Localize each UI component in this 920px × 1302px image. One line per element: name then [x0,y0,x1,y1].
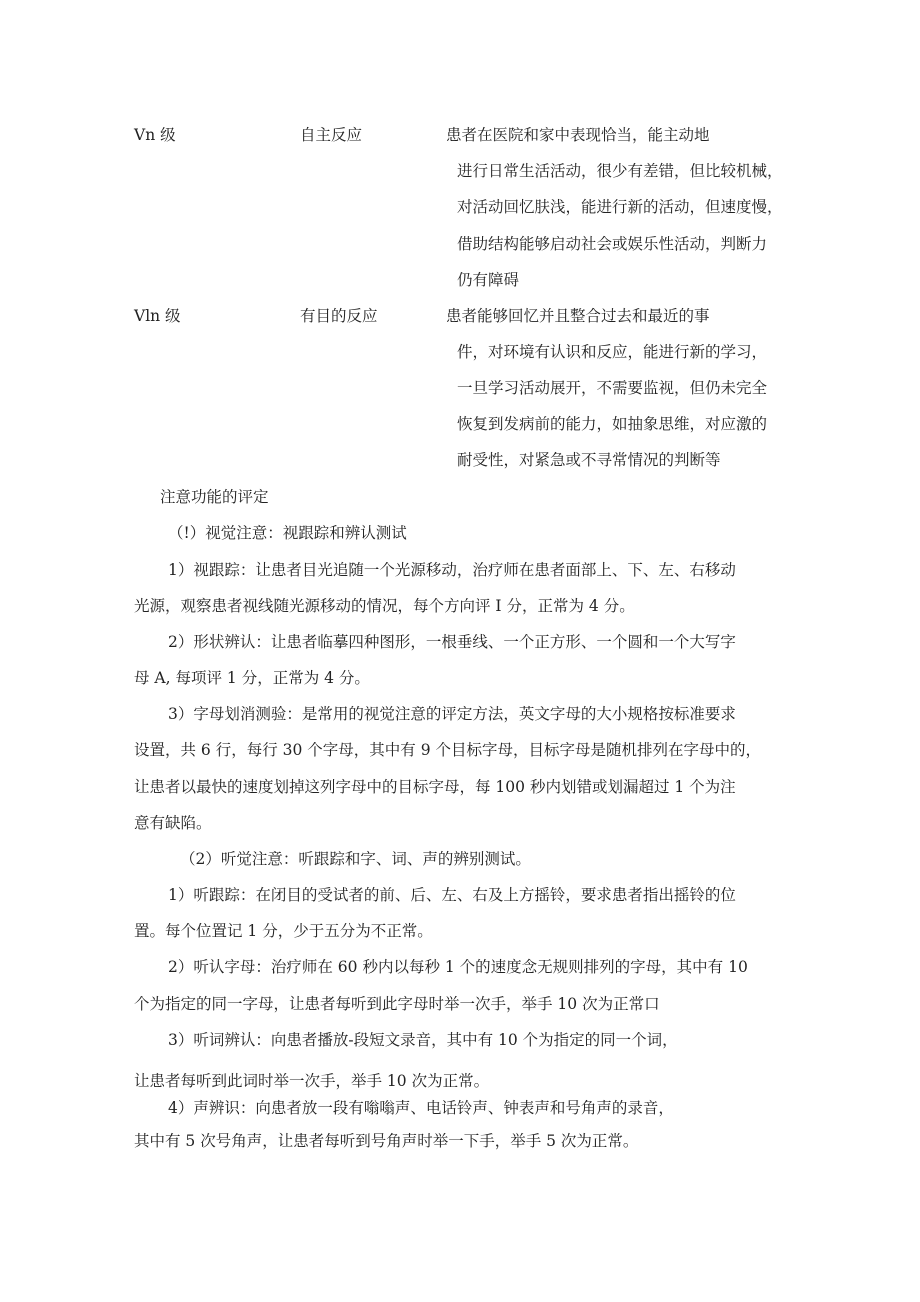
visual-item-3-line: 设置，共 6 行，每行 30 个字母，其中有 9 个目标字母，目标字母是随机排列在字母中的， [134,741,762,759]
auditory-item-4-line: 4）声辨识：向患者放一段有嗡嗡声、电话铃声、钟表声和号角声的录音， [168,1099,674,1117]
grade-viii-desc-line: 患者能够回忆并且整合过去和最近的事 [446,307,710,325]
grade-viii-desc-line: 恢复到发病前的能力，如抽象思维，对应激的 [457,415,768,433]
auditory-item-2-line: 个为指定的同一字母，让患者每听到此字母时举一次手，举手 10 次为正常口 [134,995,660,1013]
auditory-item-3-line: 3）听词辨认：向患者播放-段短文录音，其中有 10 个为指定的同一个词， [168,1031,678,1049]
grade-viii-desc-line: 耐受性，对紧急或不寻常情况的判断等 [457,451,721,469]
visual-item-2-line: 母 A, 每项评 1 分，正常为 4 分。 [134,669,370,687]
grade-viii-type: 有目的反应 [300,307,378,325]
auditory-attention-heading: （2）听觉注意：听跟踪和字、词、声的辨别测试。 [180,850,531,868]
auditory-item-3-line: 让患者每听到此词时举一次手，举手 10 次为正常。 [134,1072,490,1090]
grade-vii-desc-line: 患者在医院和家中表现恰当，能主动地 [446,126,710,144]
grade-vii-desc-line: 进行日常生活活动，很少有差错，但比较机械， [457,162,783,180]
visual-item-1-line: 1）视跟踪：让患者目光追随一个光源移动，治疗师在患者面部上、下、左、右移动 [168,561,736,579]
grade-vii-type: 自主反应 [300,126,363,144]
visual-attention-heading: （!）视觉注意：视跟踪和辨认测试 [168,524,407,542]
section-title: 注意功能的评定 [160,488,269,506]
visual-item-1-line: 光源，观察患者视线随光源移动的情况，每个方向评 I 分，正常为 4 分。 [134,597,635,615]
auditory-item-2-line: 2）听认字母：治疗师在 60 秒内以每秒 1 个的速度念无规则排列的字母，其中有 10 [168,958,748,976]
grade-viii-desc-line: 件，对环境有认识和反应，能进行新的学习， [457,343,768,361]
grade-viii-label: Vln 级 [134,307,181,325]
grade-vii-desc-line: 借助结构能够启动社会或娱乐性活动，判断力 [457,235,768,253]
grade-vii-label: Vn 级 [134,126,176,144]
visual-item-3-line: 意有缺陷。 [134,814,212,832]
grade-vii-desc-line: 仍有障碍 [457,271,520,289]
auditory-item-1-line: 1）听跟踪：在闭目的受试者的前、后、左、右及上方摇铃，要求患者指出摇铃的位 [168,886,736,904]
auditory-item-1-line: 置。每个位置记 1 分，少于五分为不正常。 [134,922,433,940]
visual-item-3-line: 3）字母划消测验：是常用的视觉注意的评定方法，英文字母的大小规格按标准要求 [168,705,736,723]
visual-item-3-line: 让患者以最快的速度划掉这列字母中的目标字母，每 100 秒内划错或划漏超过 1 个为注 [134,778,736,796]
grade-viii-desc-line: 一旦学习活动展开，不需要监视，但仍未完全 [457,379,768,397]
auditory-item-4-line: 其中有 5 次号角声，让患者每听到号角声时举一下手，举手 5 次为正常。 [134,1132,639,1150]
visual-item-2-line: 2）形状辨认：让患者临摹四种图形，一根垂线、一个正方形、一个圆和一个大写字 [168,633,736,651]
grade-vii-desc-line: 对活动回忆肤浅，能进行新的活动，但速度慢， [457,198,783,216]
